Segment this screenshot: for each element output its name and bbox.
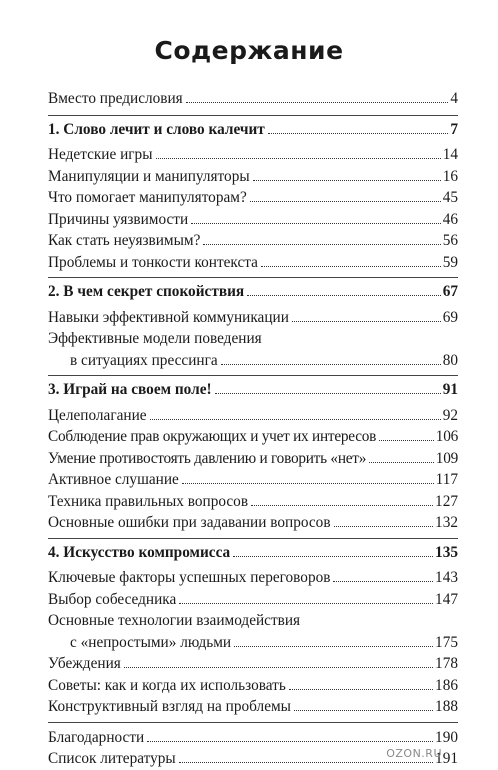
table-of-contents (48, 88, 458, 770)
toc-chapter (48, 281, 458, 303)
toc-entry-page: 92 (442, 406, 458, 424)
toc-entry-title: Проблемы и тонкости контекста (48, 253, 258, 271)
toc-entry-title: Навыки эффективной коммуникации (48, 308, 289, 326)
dot-leader (233, 556, 433, 557)
toc-entry-page: 143 (435, 569, 458, 586)
toc-entry-title: Активное слушание (48, 471, 179, 488)
watermark: OZON.RU (386, 747, 442, 760)
toc-entry (48, 252, 458, 274)
toc-entry (48, 567, 458, 589)
dot-leader (156, 158, 441, 159)
toc-entry (48, 589, 458, 611)
toc-entry (48, 230, 458, 252)
toc-entry-title: Вместо предисловия (48, 90, 183, 107)
toc-entry (48, 187, 458, 209)
toc-entry-page: 191 (435, 750, 458, 767)
toc-entry-title: Основные ошибки при задавании вопросов (48, 514, 331, 531)
dot-leader (333, 581, 433, 582)
toc-entry-page: 132 (435, 514, 458, 531)
toc-entry-page: 14 (442, 146, 458, 163)
dot-leader (147, 741, 433, 742)
toc-entry (48, 307, 458, 329)
dot-leader (369, 462, 434, 463)
toc-chapter (48, 379, 458, 401)
toc-entry (48, 491, 458, 513)
toc-entry-title: Умение противостоять давлению и говорить «нет» (48, 449, 367, 467)
toc-chapter-title: 3. Играй на своем поле! (48, 381, 212, 398)
toc-entry (48, 675, 458, 697)
toc-entry-page: 109 (435, 449, 458, 467)
toc-entry-title-line1: Основные технологии взаимодействия (48, 612, 301, 629)
dot-leader (292, 321, 441, 322)
toc-entry (48, 469, 458, 491)
toc-entry-title: Целеполагание (48, 406, 147, 424)
toc-chapter-page: 7 (450, 120, 458, 138)
toc-entry (48, 653, 458, 675)
dot-leader (179, 603, 433, 604)
toc-entry-page: 190 (435, 728, 458, 746)
page-title: Содержание (154, 36, 344, 65)
dot-leader (203, 244, 440, 245)
toc-entry-page: 188 (435, 698, 458, 715)
toc-entry-page: 117 (435, 471, 458, 488)
toc-entry-page: 186 (435, 676, 458, 694)
toc-chapter-title: 1. Слово лечит и слово калечит (48, 120, 265, 138)
toc-entry-title-line2: с «непростыми» людьми (70, 633, 232, 651)
toc-entry-title: Что помогает манипуляторам? (48, 189, 247, 206)
toc-entry-title: Манипуляции и манипуляторы (48, 167, 250, 185)
dot-leader (261, 266, 441, 267)
dot-leader (191, 223, 441, 224)
toc-entry (48, 512, 458, 534)
toc-entry-page: 45 (442, 189, 458, 206)
toc-entry-title: Соблюдение прав окружающих и учет их интересов (48, 428, 377, 445)
toc-entry-title: Конструктивный взгляд на проблемы (48, 698, 291, 715)
toc-entry-title: Ключевые факторы успешных переговоров (48, 569, 331, 586)
toc-entry-title: Список литературы (48, 750, 176, 767)
dot-leader (182, 483, 434, 484)
toc-entry-page: 4 (450, 90, 458, 107)
toc-entry-title: Выбор собеседника (48, 590, 177, 608)
toc-entry (48, 166, 458, 188)
toc-entry-page: 127 (435, 492, 458, 510)
toc-entry-page: 178 (435, 655, 458, 672)
toc-entry-page: 59 (442, 253, 458, 271)
dot-leader (268, 133, 449, 134)
toc-chapter-page: 67 (442, 283, 458, 300)
toc-chapter-title: 2. В чем секрет спокойствия (48, 283, 245, 300)
toc-entry-title: Советы: как и когда их использовать (48, 676, 286, 694)
dot-leader (247, 295, 441, 296)
dot-leader (150, 419, 441, 420)
dot-leader (289, 689, 433, 690)
dot-leader (334, 526, 434, 527)
toc-entry-page: 175 (435, 633, 458, 651)
toc-entry-title: Как стать неуязвимым? (48, 232, 201, 249)
toc-entry (48, 405, 458, 427)
toc-entry-title: Благодарности (48, 728, 145, 746)
dot-leader (251, 505, 433, 506)
toc-entry (48, 727, 458, 749)
toc-entry-title-line2: в ситуациях прессинга (70, 351, 218, 369)
toc-entry-page: 147 (435, 590, 458, 608)
toc-entry (48, 448, 458, 470)
toc-entry-page: 106 (435, 428, 458, 445)
toc-entry (48, 632, 458, 654)
toc-entry (48, 350, 458, 372)
toc-entry-title: Убеждения (48, 655, 121, 672)
toc-entry-page: 56 (442, 232, 458, 249)
toc-entry (48, 88, 458, 110)
toc-chapter-title: 4. Искусство компромисса (48, 543, 231, 561)
toc-chapter (48, 542, 458, 564)
toc-entry-page: 69 (442, 308, 458, 326)
toc-entry-title: Причины уязвимости (48, 210, 189, 228)
toc-entry (48, 144, 458, 166)
toc-entry (48, 426, 458, 448)
toc-entry-page: 80 (442, 351, 458, 369)
dot-leader (234, 646, 433, 647)
toc-chapter-page: 91 (442, 381, 458, 398)
toc-entry-page: 46 (442, 210, 458, 228)
dot-leader (124, 667, 433, 668)
toc-entry-title: Недетские игры (48, 146, 153, 163)
toc-chapter-page: 135 (435, 543, 458, 561)
toc-entry-title-line1: Эффективные модели поведения (48, 330, 262, 347)
dot-leader (250, 201, 441, 202)
toc-entry (48, 209, 458, 231)
dot-leader (179, 762, 433, 763)
toc-entry-title: Техника правильных вопросов (48, 492, 249, 510)
dot-leader (186, 102, 449, 103)
toc-entry-page: 16 (442, 167, 458, 185)
dot-leader (294, 710, 433, 711)
toc-chapter (48, 119, 458, 141)
dot-leader (253, 180, 441, 181)
dot-leader (379, 440, 434, 441)
dot-leader (215, 393, 441, 394)
dot-leader (221, 364, 441, 365)
toc-entry (48, 696, 458, 718)
